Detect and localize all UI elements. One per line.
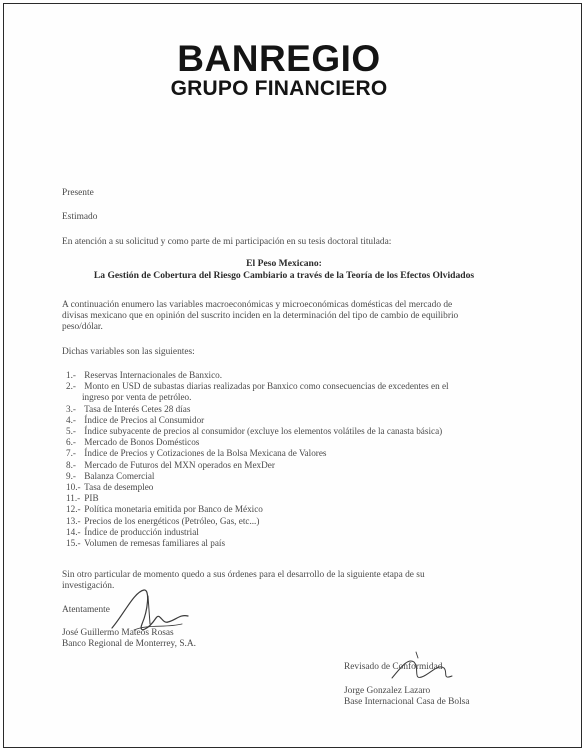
list-item: 4.- Índice de Precios al Consumidor [66,414,205,425]
list-item: 14.- Índice de producción industrial [66,526,199,537]
list-item: 15.- Volumen de remesas familiares al país [66,538,226,549]
document-page [3,3,582,748]
intro-text: En atención a su solicitud y como parte de mi participación en su tesis doctoral titulada: [62,237,392,247]
salutation: Presente [62,188,94,198]
list-item: 6.- Mercado de Bonos Domésticos [66,437,200,448]
thesis-title-line2: La Gestión de Cobertura del Riesgo Cambiario a través de la Teoría de los Efectos Olvidados [93,270,475,281]
closing-line2: investigación. [62,581,115,591]
list-item: 12.- Política monetaria emitida por Banco de México [66,504,263,515]
thesis-title-line1: El Peso Mexicano: [246,258,322,269]
list-item: 8.- Mercado de Futuros del MXN operados en MexDer [66,459,275,470]
list-item: 11.- PIB [66,493,99,504]
farewell: Atentamente [62,605,110,615]
list-item: 7.- Índice de Precios y Cotizaciones de la Bolsa Mexicana de Valores [66,448,327,459]
paragraph-line1: A continuación enumero las variables macroeconómicas y microeconómicas domésticas del mercado de [62,300,453,310]
logo-sub-text: GRUPO FINANCIERO [170,77,388,100]
paragraph-line2: divisas mexicano que en opinión del suscrito inciden en la determinación del tipo de cambio de equilibrio [62,311,459,321]
banregio-logo [164,40,394,101]
greeting: Estimado [62,212,98,222]
list-item: 9.- Balanza Comercial [66,470,155,481]
signer-name: José Guillermo Mateos Rosas [62,628,174,638]
list-item: 13.- Precios de los energéticos (Petróleo, Gas, etc...) [66,515,260,526]
list-item: 3.- Tasa de Interés Cetes 28 días [66,403,191,414]
logo-main-text: BANREGIO [177,38,381,79]
list-item: 10.- Tasa de desempleo [66,482,154,493]
list-item: 1.- Reservas Internacionales de Banxico. [66,370,223,380]
conformity-label: Revisado de Conformidad [344,662,443,672]
list-item: 2.- Monto en USD de subastas diarias realizadas por Banxico como consecuencias de excedentes en el ingreso por venta de petróleo. [66,381,449,403]
closing-line1: Sin otro particular de momento quedo a sus órdenes para el desarrollo de la siguiente etapa de su [62,570,425,580]
list-item: 5.- Índice subyacente de precios al consumidor (excluye los elementos volátiles de la canasta básica) [66,426,443,437]
variables-list [66,370,449,549]
reviewer-org: Base Internacional Casa de Bolsa [344,697,470,707]
signer-org: Banco Regional de Monterrey, S.A. [62,639,196,649]
paragraph-line3: peso/dólar. [62,322,103,332]
reviewer-name: Jorge Gonzalez Lazaro [344,686,431,696]
list-intro: Dichas variables son las siguientes: [62,347,195,357]
